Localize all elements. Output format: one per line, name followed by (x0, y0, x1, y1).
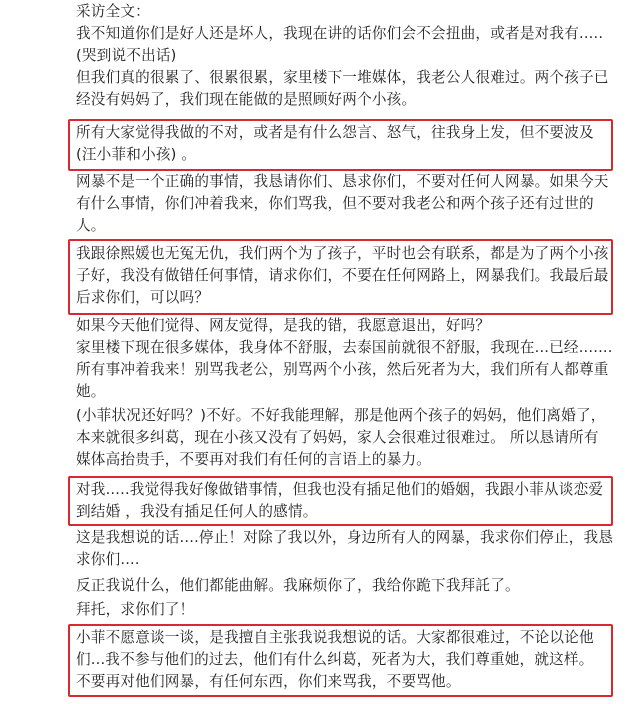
transcript-line: 我不知道你们是好人还是坏人，我现在讲的话你们会不会扭曲，或者是对我有..... (76, 25, 604, 42)
transcript-line: 拜托，求你们了！ (76, 601, 195, 618)
transcript-line: 小菲不愿意谈一谈，是我擅自主张我说我想说的话。大家都很难过，不论以论他 (76, 629, 594, 646)
transcript-line: 所有大家觉得我做的不对，或者是有什么怨言、怒气，往我身上发，但不要波及 (76, 124, 594, 141)
transcript-line: 对我.....我觉得我好像做错事情，但我也没有插足他们的婚姻，我跟小菲从谈恋爱 (76, 481, 604, 498)
highlight-box (68, 119, 613, 171)
highlight-box (68, 624, 613, 697)
transcript-line: 子好，我没有做错任何事情，请求你们，不要在任何网路上，网暴我们。我最后最 (76, 267, 609, 284)
transcript-line: 不要再对他们网暴，有任何东西，你们来骂我，不要骂他。 (76, 673, 461, 690)
transcript-line: (小菲状况还好吗？)不好。不好我能理解，那是他两个孩子的妈妈，他们离婚了， (76, 407, 606, 424)
transcript-line: 人。 (76, 217, 106, 234)
transcript-line: 网暴不是一个正确的事情，我恳请你们、恳求你们，不要对任何人网暴。如果今天 (76, 173, 609, 190)
transcript-line: 后求你们，可以吗？ (76, 289, 210, 306)
transcript-line: 她。 (76, 383, 106, 400)
transcript-line: 家里楼下现在很多媒体，我身体不舒服，去泰国前就很不舒服，我现在...已经....... (76, 339, 613, 356)
highlight-box (68, 476, 613, 526)
transcript-line: (汪小菲和小孩) 。 (76, 146, 197, 163)
transcript-line: 有什么事情，你们冲着我来，你们骂我，但不要对我老公和两个孩子还有过世的 (76, 195, 594, 212)
transcript-line: 这是我想说的话....停止！对除了我以外，身边所有人的网暴，我求你们停止，我恳 (76, 529, 614, 546)
transcript-line: 所有事冲着我来！别骂我老公，别骂两个小孩，然后死者为大，我们所有人都尊重 (76, 361, 609, 378)
transcript-line: 反正我说什么，他们都能曲解。我麻烦你了，我给你跪下我拜託了。 (76, 577, 520, 594)
transcript-line: 媒体高抬贵手，不要再对我们有任何的言语上的暴力。 (76, 451, 432, 468)
highlight-box (68, 239, 613, 315)
transcript-line: (哭到说不出话) (76, 47, 177, 64)
transcript-line: 求你们.... (76, 551, 140, 568)
transcript-line: 我跟徐熙媛也无冤无仇，我们两个为了孩子，平时也会有联系，都是为了两个小孩 (76, 245, 609, 262)
transcript-line: 如果今天他们觉得、网友觉得，是我的错，我愿意退出，好吗？ (76, 317, 491, 334)
transcript-line: 们...我不参与他们的过去，他们有什么纠葛，死者为大，我们尊重她，就这样。 (76, 651, 594, 668)
transcript-line: 但我们真的很累了、很累很累，家里楼下一堆媒体，我老公人很难过。两个孩子已 (76, 69, 609, 86)
transcript-line: 采访全文： (76, 3, 150, 20)
transcript-line: 本来就很多纠葛，现在小孩又没有了妈妈，家人会很难过很难过。 所以恳请所有 (76, 429, 599, 446)
transcript-line: 到结婚 ，我没有插足任何人的感情。 (76, 503, 318, 520)
transcript-line: 经没有妈妈了，我们现在能做的是照顾好两个小孩。 (76, 91, 417, 108)
